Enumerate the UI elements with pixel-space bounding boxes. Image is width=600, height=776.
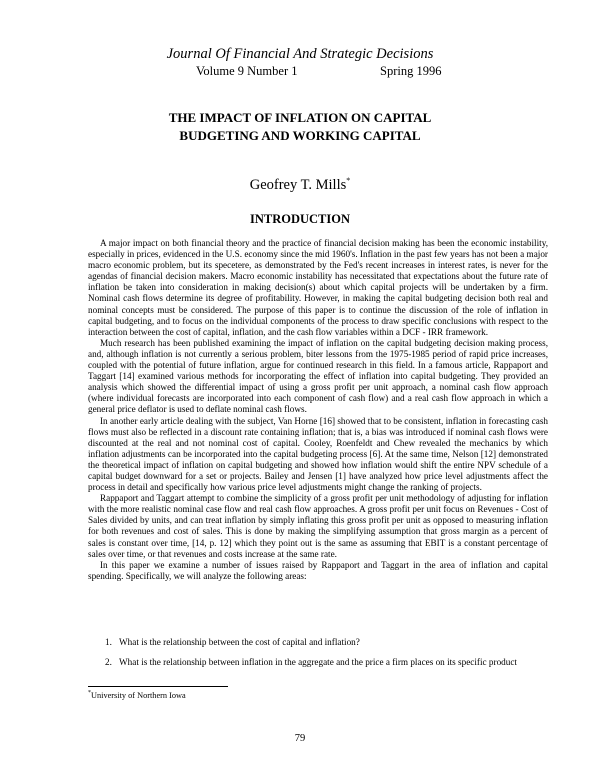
paragraph-1: A major impact on both financial theory and the practice of financial decision making has been the economic instability, especially in prices, evidenced in the U.S. economy since the mid 1960's. Inflation in the past few years has not been a major macro economic problem, but its specetere, as demonstrated by the Fed's recent increases in interest rates, is never for the agendas of financial decision makers. Macro economic instability has necessitated that expectations about the future rate of inflation be taken into consideration in making decision(s) about which capital projects will be undertaken by a firm. Nominal cash flows determine its degree of profitability. However, in making the capital budgeting decision both real and nominal concepts must be considered. The purpose of this paper is to continue the discussion of the role of inflation in capital budgeting, and to focus on the individual components of the process to draw specific conclusions with respect to the interaction between the cost of capital, inflation, and the cash flow variables within a DCF - IRR framework. [88, 238, 548, 337]
paragraph-2: Much research has been published examining the impact of inflation on the capital budgeting decision making process, and, although inflation is not currently a serious problem, biter lessons from the 1975-1985 period of rapid price increases, coupled with the potential of future inflation, argue for continued research in this field. In a famous article, Rappaport and Taggart [14] examined various methods for incorporating the effect of inflation into capital budgeting. They provided an analysis which showed the differential impact of using a gross profit per unit approach, a nominal cash flow approach (where individual forecasts are incorporated into each component of cash flow) and a real cash flow approach in which a general price deflator is used to deflate nominal cash flows. [88, 337, 548, 415]
title-line-2: BUDGETING AND WORKING CAPITAL [179, 128, 421, 143]
paragraph-3: In another early article dealing with the subject, Van Horne [16] showed that to be consistent, inflation in forecasting cash flows must also be reflected in a discount rate containing inflation; that is, a bias was introduced if nominal cash flows were discounted at the real and not nominal cost of capital. Cooley, Roenfeldt and Chew revealed the mechanics by which inflation adjustments can be incorporated into the capital budgeting process [6]. At the same time, Nelson [12] demonstrated the theoretical impact of inflation on capital budgeting and showed how inflation would shift the entire NPV schedule of a capital budget downward for a set or projects. Bailey and Jensen [1] have analyzed how price level adjustments affect the process in detail and specifically how various price level adjustments might change the ranking of projects. [88, 415, 548, 493]
list-item [105, 657, 555, 668]
title-line-1: THE IMPACT OF INFLATION ON CAPITAL [168, 110, 432, 125]
footnote [88, 690, 186, 700]
list-item-text: What is the relationship between inflation in the aggregate and the price a firm places on its specific product [119, 657, 517, 667]
body-text [88, 238, 548, 582]
section-heading: INTRODUCTION [249, 212, 350, 226]
list-item-number: 1. [105, 637, 112, 647]
numbered-list [105, 637, 555, 677]
list-item-text: What is the relationship between the cost of capital and inflation? [119, 637, 360, 647]
footnote-text: University of Northern Iowa [91, 690, 186, 700]
footnote-mark: * [88, 690, 91, 696]
paragraph-4: Rappaport and Taggart attempt to combine the simplicity of a gross profit per unit methodology of adjusting for inflation with the more realistic nominal case flow and real cash flow approaches. A gross profit per unit focus on Revenues - Cost of Sales divided by units, and can treat inflation by simply inflating this gross profit per unit as opposed to measuring inflation for both revenues and cost of sales. This is done by making the simplifying assumption that gross margin as a percent of sales is constant over time, [14, p. 12] which they point out is the same as assuming that EBIT is a constant percentage of sales over time, or that revenues and costs increase at the same rate. [88, 493, 548, 559]
list-item [105, 637, 555, 648]
author-name: Geofrey T. Mills [249, 176, 347, 193]
volume-number: Volume 9 Number 1 [196, 64, 298, 78]
list-item-number: 2. [105, 657, 112, 667]
paragraph-5: In this paper we examine a number of issues raised by Rappaport and Taggart in the area of inflation and capital spending. Specifically, we will analyze the following areas: [88, 559, 548, 581]
footnote-divider [88, 686, 228, 687]
issue-date: Spring 1996 [380, 64, 442, 78]
paper-title [0, 109, 600, 145]
author [0, 176, 600, 194]
journal-name: Journal Of Financial And Strategic Decisions [166, 46, 434, 62]
page-number: 79 [294, 733, 306, 744]
author-footnote-mark: * [346, 176, 351, 185]
